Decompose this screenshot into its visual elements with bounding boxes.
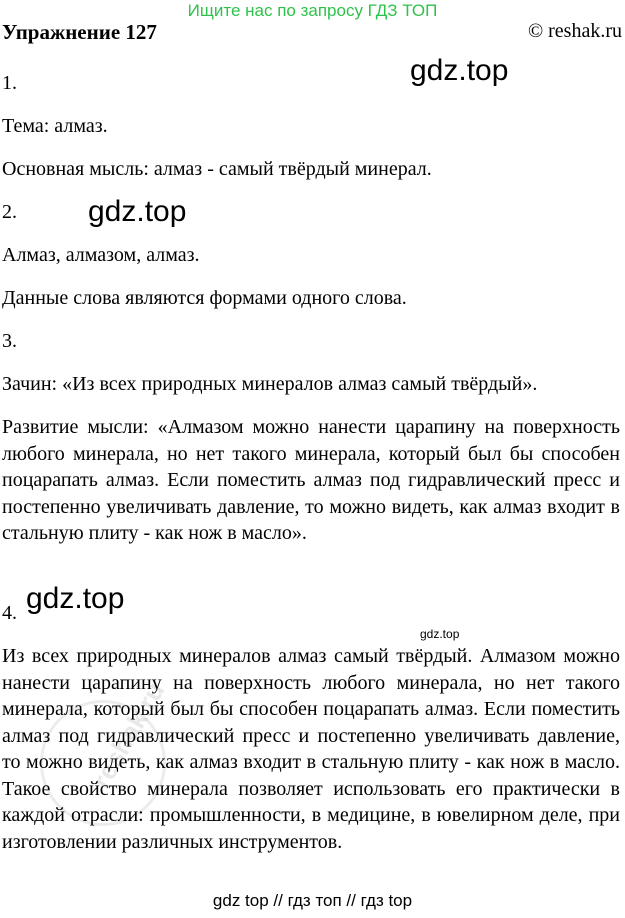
main-idea-line: Основная мысль: алмаз - самый твёрдый минерал. [2, 158, 432, 180]
watermark-small: gdz.top [420, 627, 460, 641]
opening-line: Зачин: «Из всех природных минералов алмаз самый твёрдый». [2, 373, 538, 395]
final-text-paragraph: Из всех природных минералов алмаз самый твёрдый. Алмазом можно нанести царапину на поверхность любого минерала, но нет такого минерала, который был бы способен поцарапать алмаз. Если поместить алмаз под гидравлический пресс и постепенно увеличивать давление, то можно видеть, как алмаз входит в стальную плиту - как нож в масло. Такое свойство минерала позволяет использовать его практически в каждой отрасли: промышленности, в медицине, в ювелирном деле, при изготовлении различных инструментов. [2, 645, 620, 853]
copyright-label: © reshak.ru [527, 20, 622, 42]
watermark: gdz.top [26, 582, 125, 615]
stamp-seal-text: reshak.ru [85, 677, 171, 794]
exercise-header [2, 18, 622, 46]
theme-line: Тема: алмаз. [2, 115, 108, 137]
development-paragraph: Развитие мысли: «Алмазом можно нанести царапину на поверхность любого минерала, но нет такого минерала, который был бы способен поцарапать алмаз. Если поместить алмаз под гидравлический пресс и постепенно увеличивать давление, то можно видеть, как алмаз входит в стальную плиту - как нож в масло». [2, 416, 620, 544]
words-note-line: Данные слова являются формами одного слова. [2, 287, 407, 309]
item-number-4: 4. [2, 602, 17, 624]
item-number-1: 1. [2, 72, 17, 94]
watermark: gdz.top [410, 54, 509, 87]
words-line: Алмаз, алмазом, алмаз. [2, 244, 200, 266]
search-banner: Ищите нас по запросу ГДЗ ТОП [187, 1, 438, 20]
footer-links: gdz top // гдз топ // гдз top [212, 891, 413, 910]
watermark: gdz.top [88, 195, 187, 228]
item-number-2: 2. [2, 201, 17, 223]
exercise-title: Упражнение 127 [2, 20, 157, 44]
item-number-3: 3. [2, 330, 17, 352]
